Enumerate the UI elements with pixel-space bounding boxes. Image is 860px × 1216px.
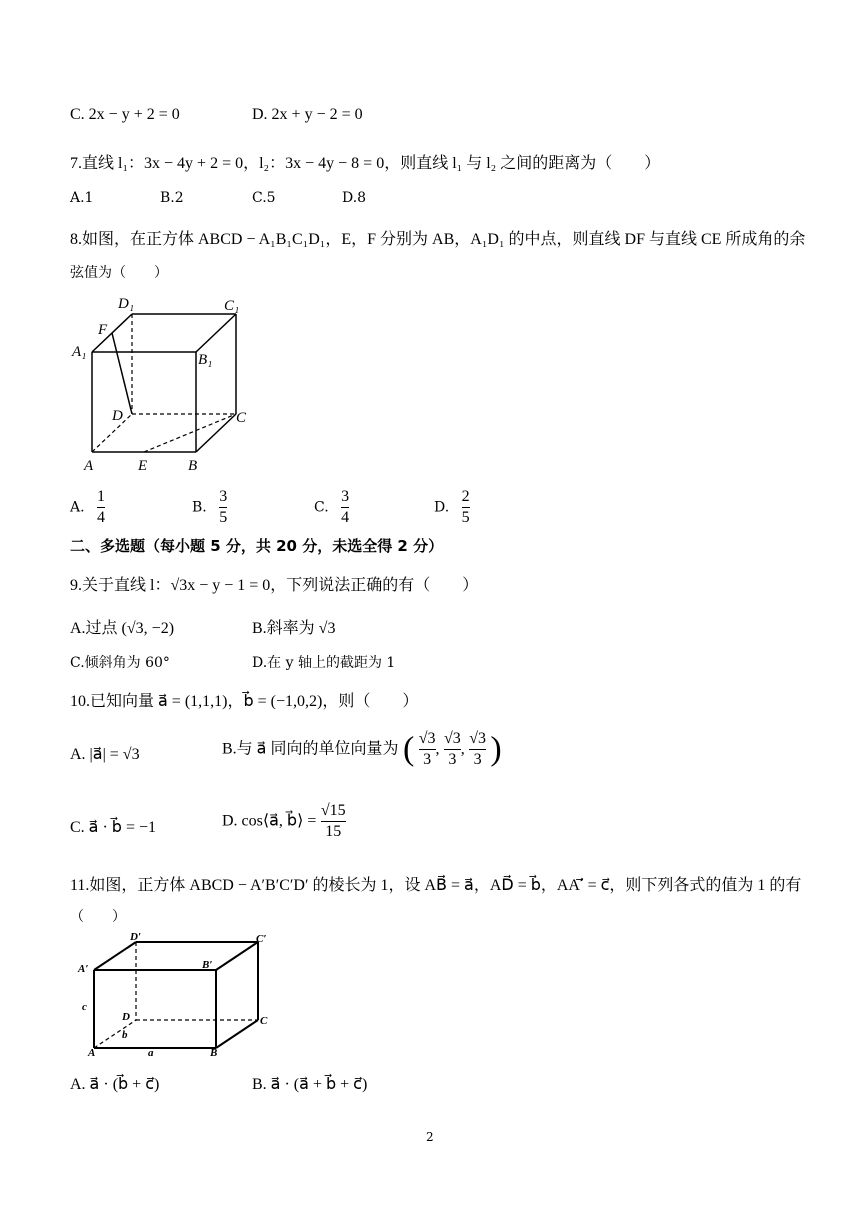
fraction: $\frac{√3}{3}$ [443,730,461,768]
cube-figure-q8 [70,292,260,478]
label-c-prime: C′ [256,933,267,945]
label-c1: C₁ [224,298,240,314]
label-d1: D₁ [118,296,135,312]
label-c: C [236,410,247,426]
label-b1: B₁ [198,352,213,368]
q6-option-d: D. 2x + y − 2 = 0 [252,106,363,123]
label-b-prime: B′ [202,959,213,971]
q7-option-a: A.1 [70,190,94,206]
q10-option-d: D. cos⟨a⃗, b⃗⟩ = $\frac{√15}{15}$ [222,802,346,840]
label-a: A [88,1047,96,1059]
fraction: $\frac{3}{5}$ [219,488,228,526]
label-d: D [122,1011,130,1023]
label-vector-b: b [122,1029,128,1041]
q8-stem-line2: 弦值为（ ） [70,265,168,281]
q7-option-b: B.2 [160,190,184,206]
label-a1: A₁ [72,344,87,360]
q11-option-a: A. a⃗ · (b⃗ + c⃗) [70,1076,160,1093]
q7-option-d: D.8 [342,190,367,206]
label-b: B [210,1047,218,1059]
label-vector-a: a [148,1047,154,1059]
page-number: 2 [426,1130,434,1144]
q10-option-a: A. |a⃗| = √3 [70,746,140,763]
q9-option-b: B.斜率为 √3 [252,620,336,637]
cube-figure-q11 [70,930,290,1060]
label-vector-c: c [82,1001,87,1013]
fraction: $\frac{1}{4}$ [97,488,106,526]
q8-option-c: C. $\frac{3}{4}$ [314,488,350,526]
q9-option-d: D.在 y 轴上的截距为 1 [252,655,396,671]
q8-option-d: D. $\frac{2}{5}$ [434,488,470,526]
q10-stem: 10.已知向量 a⃗ = (1,1,1)，b⃗ = (−1,0,2)，则（ ） [70,693,419,710]
label-d: D [112,408,123,424]
section-heading: 二、多选题（每小题 5 分，共 20 分，未选全得 2 分） [70,537,444,555]
q10-option-c: C. a⃗ · b⃗ = −1 [70,819,157,836]
q7-stem: 7.直线 l₁：3x − 4y + 2 = 0，l₂：3x − 4y − 8 = 0，则直线 l₁ 与 l₂ 之间的距离为（ ） [70,155,661,172]
q11-stem-line2: （ ） [70,909,126,925]
q9-option-a: A.过点 (√3, −2) [70,620,175,637]
label-f: F [98,322,108,338]
q9-option-c: C.倾斜角为 60° [70,655,170,671]
q8-option-b: B. $\frac{3}{5}$ [192,488,228,526]
q10-option-b: B.与 a⃗ 同向的单位向量为 ( $\frac{√3}{3}$ , $\frac{√3}{3}$ , $\frac{√3}{3}$ ) [222,730,502,768]
label-d-prime: D′ [130,931,142,943]
fraction: $\frac{3}{4}$ [341,488,350,526]
fraction: $\frac{2}{5}$ [461,488,470,526]
label-a: A [84,458,94,474]
label-c: C [260,1015,268,1027]
fraction: $\frac{√3}{3}$ [418,730,436,768]
q11-option-b: B. a⃗ · (a⃗ + b⃗ + c⃗) [252,1076,368,1093]
q6-option-c: C. 2x − y + 2 = 0 [70,106,180,123]
label-a-prime: A′ [78,963,89,975]
q9-stem: 9.关于直线 l：√3x − y − 1 = 0，下列说法正确的有（ ） [70,577,479,594]
q7-option-c: C.5 [252,190,276,206]
q11-stem-line1: 11.如图，正方体 ABCD − A′B′C′D′ 的棱长为 1，设 AB⃗ = a⃗，AD⃗ = b⃗，AA′⃗ = c⃗，则下列各式的值为 1 的有 [70,877,802,894]
label-b: B [188,458,198,474]
q8-stem-line1: 8.如图，在正方体 ABCD − A₁B₁C₁D₁，E，F 分别为 AB，A₁D₁ 的中点，则直线 DF 与直线 CE 所成角的余 [70,231,806,248]
label-e: E [138,458,148,474]
q8-option-a: A. $\frac{1}{4}$ [70,488,106,526]
fraction: $\frac{√3}{3}$ [469,730,486,768]
fraction: $\frac{√15}{15}$ [320,802,346,840]
